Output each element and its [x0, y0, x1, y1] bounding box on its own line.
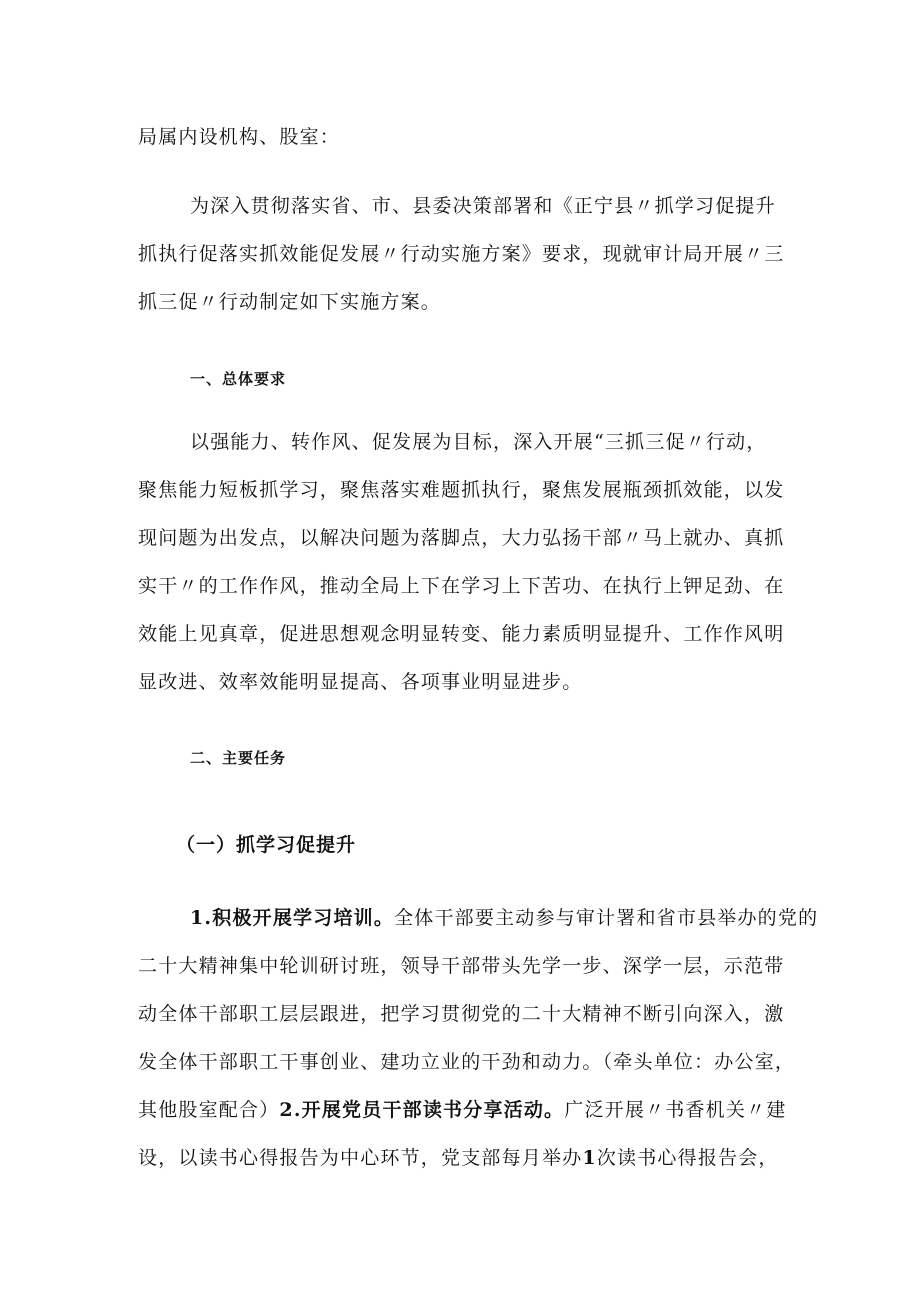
section-heading-general-requirements: 一、总体要求 [190, 370, 287, 388]
item1-number: 1. [190, 907, 213, 929]
intro-line-3: 抓三促〃行动制定如下实施方案。 [138, 291, 442, 313]
item2-number: 2. [279, 1099, 302, 1121]
item1-tail: 其他股室配合） [138, 1099, 280, 1121]
item2-line-2 [138, 1146, 779, 1170]
item1-line-1 [190, 906, 818, 930]
item2-line2-count: 1 [582, 1147, 597, 1169]
subsection-heading-learning: （一）抓学习促提升 [176, 834, 357, 856]
section1-line-2: 聚焦能力短板抓学习，聚焦落实难题抓执行，聚焦发展瓶颈抓效能，以发 [138, 479, 785, 501]
item1-line-4: 发全体干部职工干事创业、建功立业的干劲和动力。（牵头单位：办公室， [138, 1051, 796, 1073]
item2-first-line-rest: 广泛开展〃书香机关〃建 [564, 1099, 787, 1121]
section1-line-5: 效能上见真章，促进思想观念明显转变、能力素质明显提升、工作作风明 [138, 623, 785, 645]
item2-line2-before: 设，以读书心得报告为中心环节，党支部每月举办 [138, 1147, 583, 1169]
item1-line-3: 动全体干部职工层层跟进，把学习贯彻党的二十大精神不断引向深入，激 [138, 1003, 785, 1025]
section1-line-6: 显改进、效率效能明显提高、各项事业明显进步。 [138, 671, 583, 693]
item1-title: 积极开展学习培训。 [212, 907, 395, 929]
intro-line-1: 为深入贯彻落实省、市、县委决策部署和《正宁县〃抓学习促提升 [190, 195, 776, 217]
section1-line-4: 实干〃的工作作风，推动全局上下在学习上下苦功、在执行上钾足劲、在 [138, 575, 785, 597]
item1-tail-item2-start-line [138, 1098, 786, 1122]
item2-line2-after: 次读书心得报告会， [596, 1147, 779, 1169]
salutation: 局属内设机构、股室： [138, 126, 341, 148]
section-heading-main-tasks: 二、主要任务 [190, 749, 287, 767]
section1-line-3: 现问题为出发点，以解决问题为落脚点，大力弘扬干部〃马上就办、真抓 [138, 527, 785, 549]
item2-title: 开展党员干部读书分享活动。 [301, 1099, 565, 1121]
item1-first-line-rest: 全体干部要主动参与审计署和省市县举办的党的 [394, 907, 819, 929]
section1-line-1: 以强能力、转作风、促发展为目标，深入开展“三抓三促〃行动， [190, 431, 767, 453]
item1-line-2: 二十大精神集中轮训研讨班，领导干部带头先学一步、深学一层，示范带 [138, 955, 785, 977]
intro-line-2: 抓执行促落实抓效能促发展〃行动实施方案》要求，现就审计局开展〃三 [138, 243, 785, 265]
